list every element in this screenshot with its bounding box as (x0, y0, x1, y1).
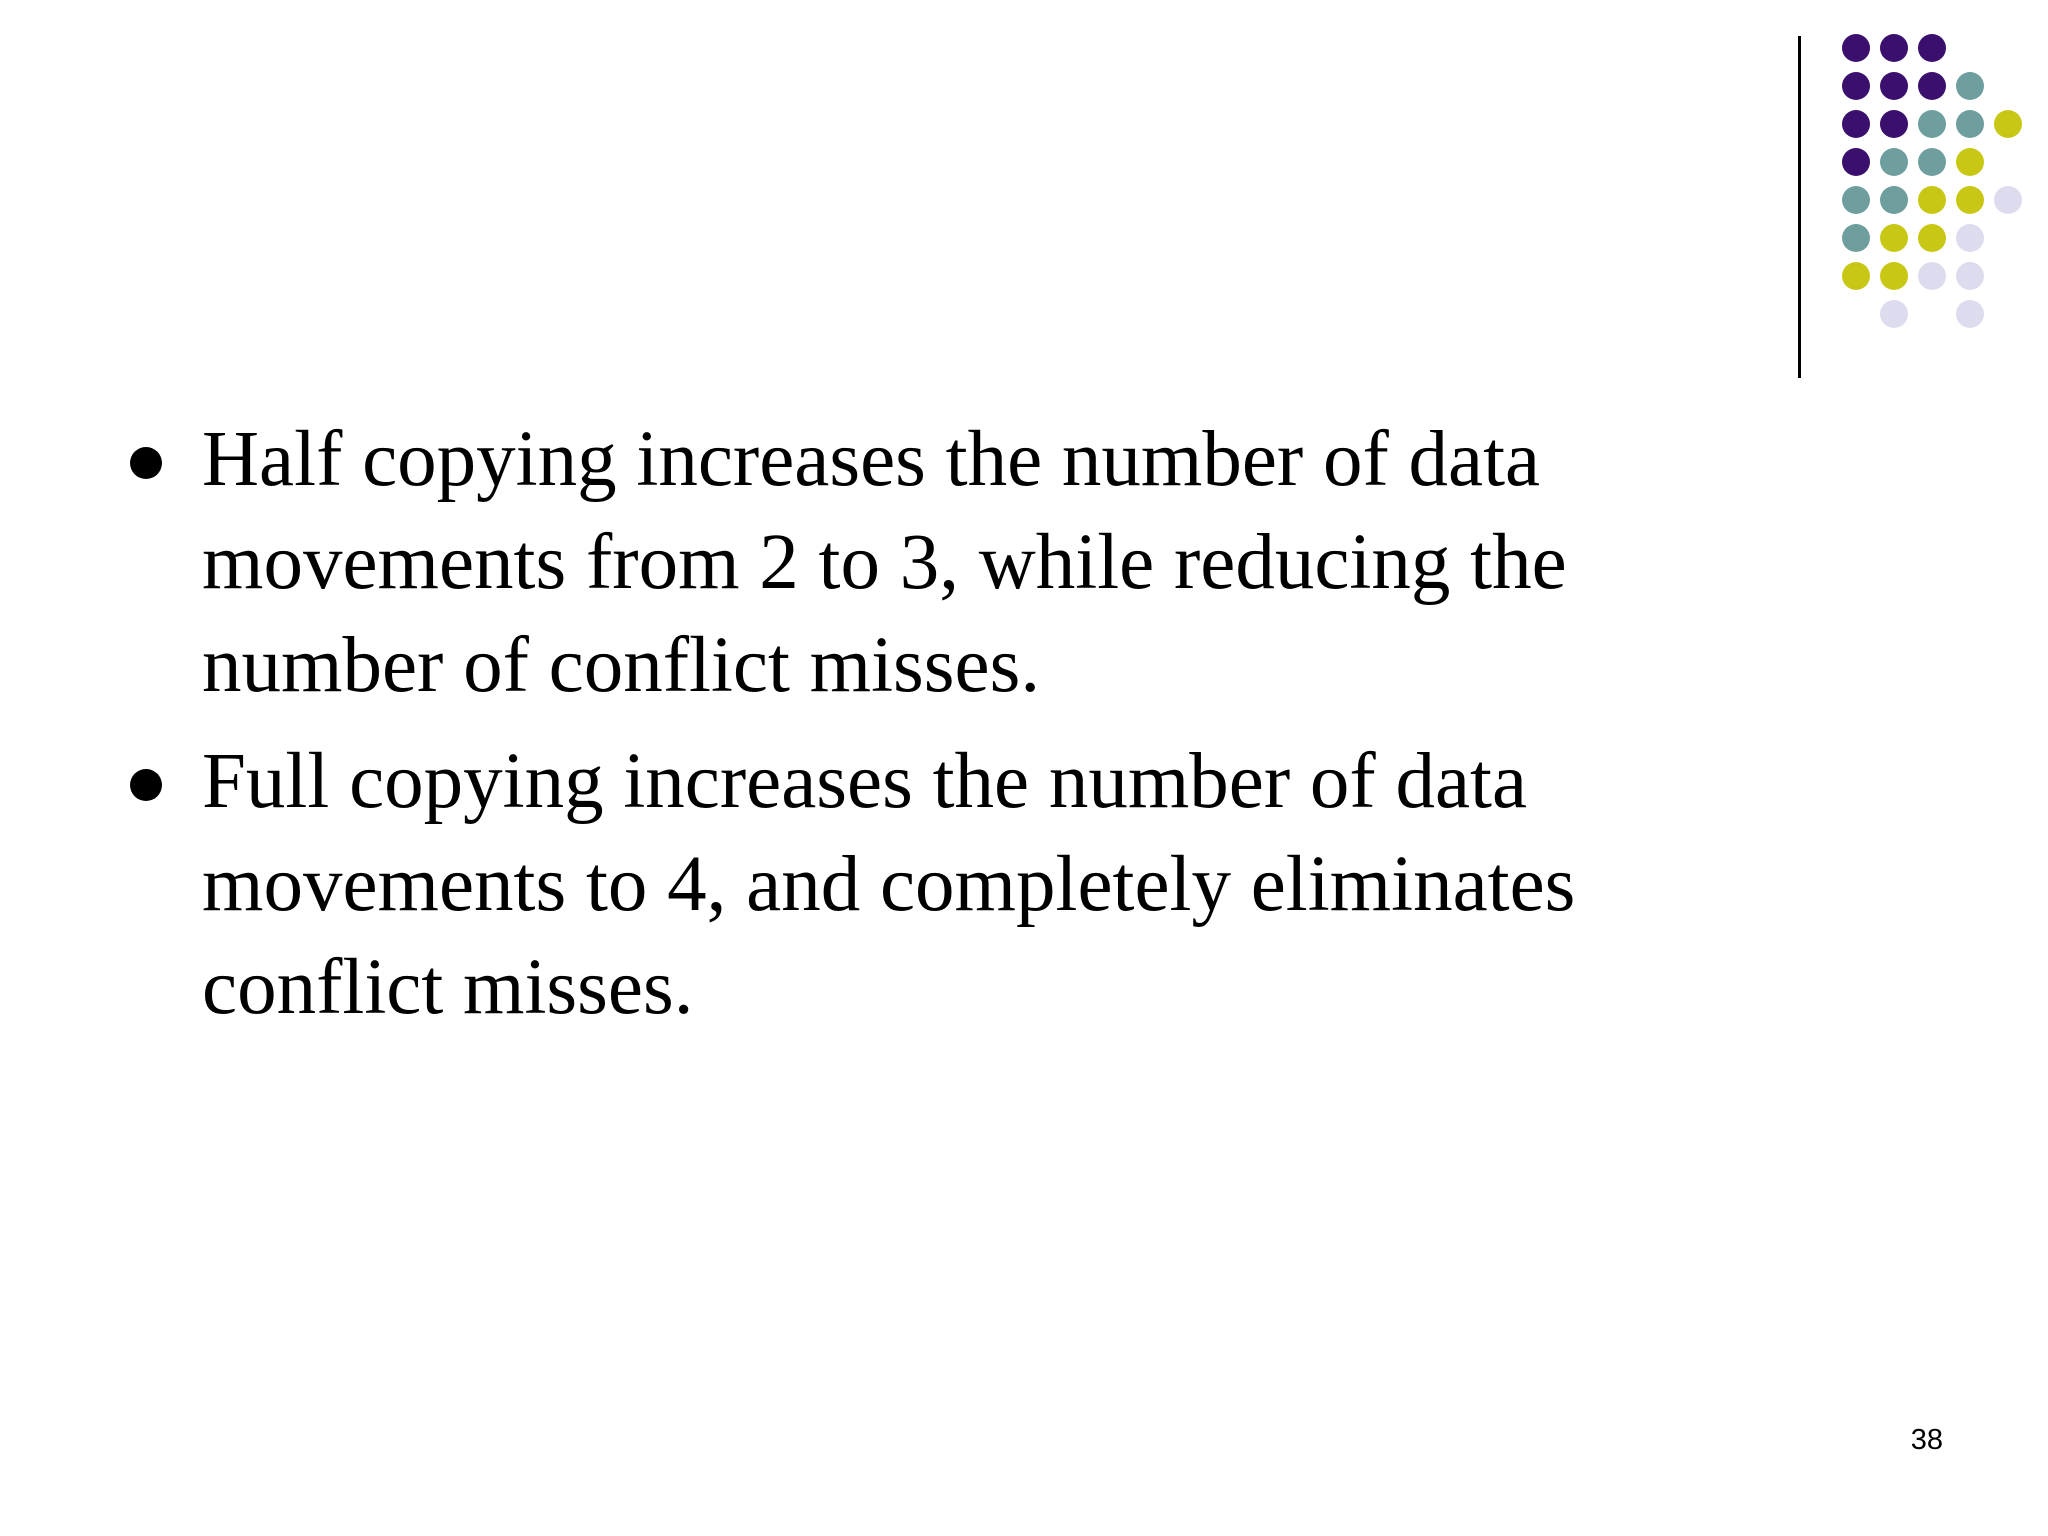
bullet-text: Half copying increases the number of data movements from 2 to 3, while reducing the number of conflict misses. (202, 416, 1567, 709)
decorative-dot-purple (1918, 72, 1946, 100)
decorative-dot-lavender (1918, 262, 1946, 290)
decorative-dot-purple (1918, 34, 1946, 62)
decorative-dot-lavender (1994, 186, 2022, 214)
decorative-dot-teal (1842, 186, 1870, 214)
decorative-dot-teal (1956, 72, 1984, 100)
bullet-item-full-copying (120, 730, 1760, 1039)
decorative-dot-teal (1880, 186, 1908, 214)
decorative-dot-yellow (1880, 262, 1908, 290)
slide-body (120, 408, 1760, 1052)
decorative-dot-purple (1842, 72, 1870, 100)
decorative-dot-lavender (1956, 262, 1984, 290)
decorative-dot-teal (1880, 148, 1908, 176)
decorative-dot-purple (1880, 110, 1908, 138)
decorative-dot-teal (1842, 224, 1870, 252)
decorative-dot-teal (1918, 110, 1946, 138)
decorative-vertical-line (1798, 36, 1801, 378)
decorative-dot-yellow (1956, 186, 1984, 214)
decorative-dot-lavender (1956, 224, 1984, 252)
decorative-dot-purple (1842, 110, 1870, 138)
decorative-dot-lavender (1956, 300, 1984, 328)
decorative-dot-yellow (1918, 186, 1946, 214)
decorative-dot-grid (0, 0, 2048, 360)
bullet-dot-icon (130, 447, 162, 479)
bullet-text: Full copying increases the number of data movements to 4, and completely eliminates conflict misses. (202, 738, 1576, 1031)
decorative-dot-purple (1842, 34, 1870, 62)
decorative-dot-purple (1842, 148, 1870, 176)
decorative-dot-yellow (1918, 224, 1946, 252)
decorative-dot-yellow (1880, 224, 1908, 252)
decorative-dot-teal (1956, 110, 1984, 138)
decorative-dot-yellow (1842, 262, 1870, 290)
decorative-dot-yellow (1994, 110, 2022, 138)
decorative-dot-teal (1918, 148, 1946, 176)
decorative-dot-yellow (1956, 148, 1984, 176)
slide-number: 38 (1910, 1424, 1943, 1456)
decorative-dot-purple (1880, 34, 1908, 62)
bullet-dot-icon (130, 769, 162, 801)
decorative-dot-lavender (1880, 300, 1908, 328)
decorative-dot-purple (1880, 72, 1908, 100)
bullet-item-half-copying (120, 408, 1760, 717)
bullet-list (120, 408, 1760, 1039)
